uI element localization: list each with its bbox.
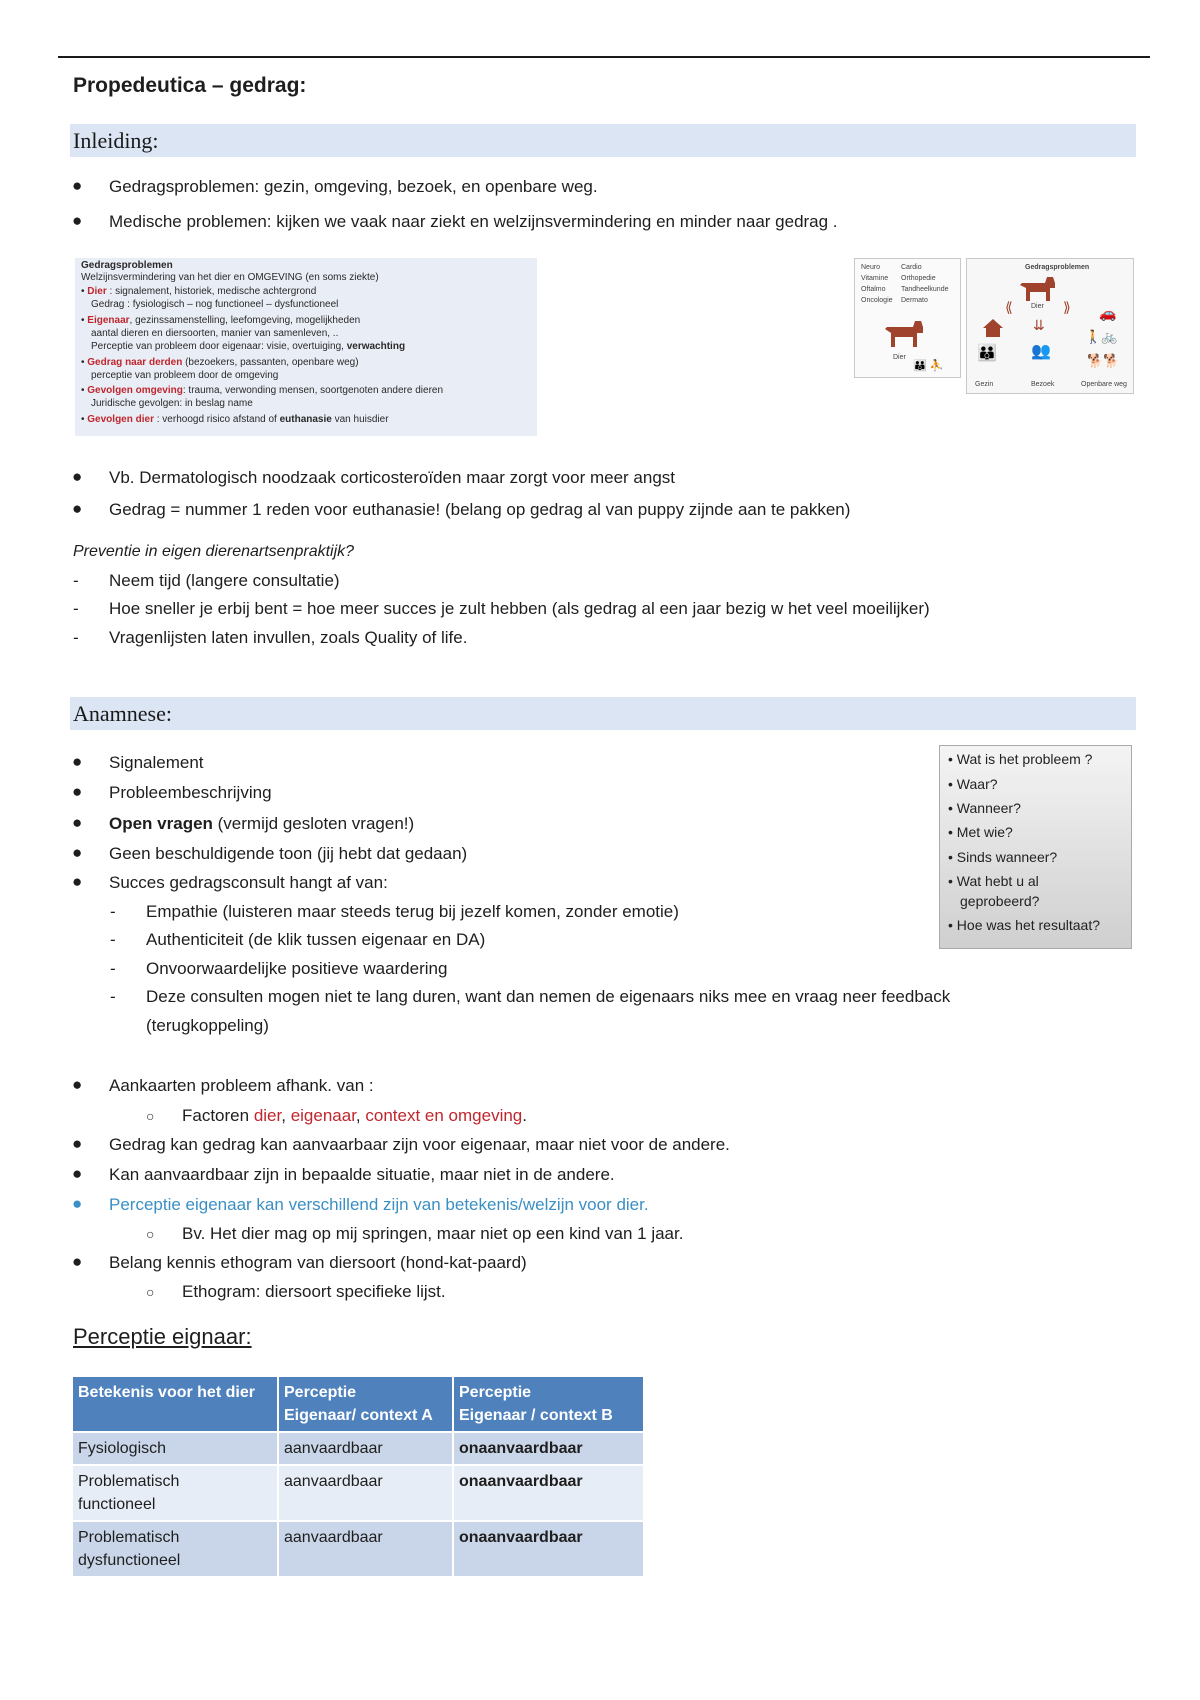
bullet-dot-icon: ● — [72, 843, 83, 862]
perceptie-heading: Perceptie eignaar: — [73, 1324, 252, 1349]
table-cell: Problematisch functioneel — [73, 1465, 278, 1521]
panel-label: Oftalmo — [861, 286, 886, 293]
slide-line: Perceptie van probleem door eigenaar: visie, overtuiging, verwachting — [91, 341, 406, 352]
list-item: Medische problemen: kijken we vaak naar ziekt en welzijnsvermindering en minder naar gedrag . — [109, 212, 838, 231]
hollow-bullet-icon: ○ — [146, 1108, 155, 1124]
preventie-heading: Preventie in eigen dierenartsenpraktijk? — [73, 543, 355, 560]
bullet-dot-icon: ● — [72, 1194, 83, 1213]
list-item: Deze consulten mogen niet te lang duren, want dan nemen de eigenaars niks mee en vraag neer feedback — [146, 987, 951, 1006]
list-item: Signalement — [109, 753, 204, 772]
slide-line: • Gedrag naar derden (bezoekers, passanten, openbare weg) — [81, 357, 359, 368]
panel-label: Neuro — [861, 264, 881, 271]
slide-line: Gedrag : fysiologisch – nog functioneel – dysfunctioneel — [91, 299, 339, 310]
people-icon: 👥 — [1031, 343, 1051, 360]
question-item: • Hoe was het resultaat? — [948, 917, 1100, 933]
house-icon — [981, 317, 1005, 339]
section-heading-anamnese — [70, 697, 1136, 730]
section-heading-inleiding — [70, 124, 1136, 157]
table-cell: onaanvaardbaar — [453, 1521, 644, 1576]
slide-line: perceptie van probleem door de omgeving — [91, 370, 279, 381]
list-item: Kan aanvaardbaar zijn in bepaalde situatie, maar niet in de andere. — [109, 1165, 615, 1184]
dog-walk-icon: 🐕🐕 — [1087, 353, 1120, 368]
table-cell: onaanvaardbaar — [453, 1465, 644, 1521]
list-item: Vragenlijsten laten invullen, zoals Quality of life. — [109, 628, 468, 647]
panel-label: Gezin — [975, 381, 994, 388]
list-item: Belang kennis ethogram van diersoort (hond-kat-paard) — [109, 1253, 527, 1272]
arrow-down-icon: ⇊ — [1033, 317, 1045, 333]
panel-label: Openbare weg — [1081, 381, 1127, 388]
list-item: Gedrag = nummer 1 reden voor euthanasie! (belang op gedrag al van puppy zijnde aan te pakken) — [109, 500, 851, 519]
list-item: Perceptie eigenaar kan verschillend zijn van betekenis/welzijn voor dier. — [109, 1195, 649, 1214]
bullet-dot-icon: ● — [72, 211, 83, 230]
question-item: • Waar? — [948, 776, 998, 792]
panel-label: Tandheelkunde — [901, 286, 949, 293]
list-item: Onvoorwaardelijke positieve waardering — [146, 959, 448, 978]
slide-line: • Dier : signalement, historiek, medische achtergrond — [81, 286, 317, 297]
table-cell: aanvaardbaar — [278, 1432, 453, 1465]
specialties-image — [854, 258, 961, 378]
question-item: • Met wie? — [948, 824, 1013, 840]
list-item: Ethogram: diersoort specifieke lijst. — [182, 1282, 446, 1301]
family-icon: 👪 ⛹ — [913, 360, 944, 372]
arrow-icon: ⟫ — [1063, 299, 1071, 315]
list-item: Probleembeschrijving — [109, 783, 272, 802]
list-item: Bv. Het dier mag op mij springen, maar niet op een kind van 1 jaar. — [182, 1224, 684, 1243]
question-item-continuation: geprobeerd? — [960, 893, 1040, 909]
question-item: • Wanneer? — [948, 800, 1021, 816]
bullet-dot-icon: ● — [72, 1252, 83, 1271]
question-item: • Sinds wanneer? — [948, 849, 1058, 865]
dash-marker: - — [73, 571, 79, 590]
hollow-bullet-icon: ○ — [146, 1284, 155, 1300]
page-title: Propedeutica – gedrag: — [73, 74, 307, 97]
table-cell: aanvaardbaar — [278, 1465, 453, 1521]
panel-label: Dier — [1031, 303, 1044, 310]
dash-marker: - — [110, 930, 116, 949]
section-heading-text: Anamnese: — [73, 701, 172, 726]
list-item: Gedrag kan gedrag kan aanvaarbaar zijn voor eigenaar, maar niet voor de andere. — [109, 1135, 730, 1154]
slide-subtitle: Welzijnsvermindering van het dier en OMGEVING (en soms ziekte) — [81, 272, 379, 283]
slide-title: Gedragsproblemen — [81, 260, 173, 271]
table-header-cell: Betekenis voor het dier — [73, 1377, 278, 1432]
table-row — [73, 1465, 644, 1521]
slide-line: • Eigenaar, gezinssamenstelling, leefomgeving, mogelijkheden — [81, 315, 361, 326]
dash-marker: - — [110, 902, 116, 921]
bullet-dot-icon: ● — [72, 1075, 83, 1094]
questions-box — [939, 745, 1132, 949]
slide-image-gedragsproblemen — [75, 258, 537, 436]
question-item: • Wat hebt u al — [948, 873, 1039, 889]
panel-label: Dermato — [901, 297, 928, 304]
bullet-dot-icon: ● — [72, 813, 83, 832]
slide-line: Juridische gevolgen: in beslag name — [91, 398, 253, 409]
pedestrian-icon: 🚶🚲 — [1085, 329, 1118, 344]
list-item: Hoe sneller je erbij bent = hoe meer succes je zult hebben (als gedrag al een jaar bezig w het veel moeilijker) — [109, 599, 930, 618]
bullet-dot-icon: ● — [72, 1164, 83, 1183]
slide-line: aantal dieren en diersoorten, manier van samenleven, .. — [91, 328, 339, 339]
dog-icon — [1019, 275, 1059, 305]
bullet-dot-icon: ● — [72, 872, 83, 891]
panel-label: Oncologie — [861, 297, 893, 304]
list-item: Factoren dier, eigenaar, context en omgeving. — [182, 1106, 527, 1125]
table-cell: Problematisch dysfunctioneel — [73, 1521, 278, 1576]
table-cell: Fysiologisch — [73, 1432, 278, 1465]
bullet-dot-icon: ● — [72, 752, 83, 771]
dash-marker: - — [110, 959, 116, 978]
car-icon: 🚗 — [1099, 305, 1117, 321]
panel-label: Bezoek — [1031, 381, 1055, 388]
dash-marker: - — [73, 599, 79, 618]
bullet-dot-icon: ● — [72, 1134, 83, 1153]
question-item: • Wat is het probleem ? — [948, 751, 1093, 767]
panel-label: Dier — [893, 354, 906, 361]
list-item: Neem tijd (langere consultatie) — [109, 571, 340, 590]
page-top-rule — [58, 56, 1150, 58]
panel-label: Cardio — [901, 264, 922, 271]
bullet-dot-icon: ● — [72, 782, 83, 801]
list-item: Succes gedragsconsult hangt af van: — [109, 873, 388, 892]
table-header-row — [73, 1377, 644, 1432]
table-cell: aanvaardbaar — [278, 1521, 453, 1576]
list-item: Authenticiteit (de klik tussen eigenaar en DA) — [146, 930, 486, 949]
table-row — [73, 1432, 644, 1465]
hollow-bullet-icon: ○ — [146, 1226, 155, 1242]
bullet-dot-icon: ● — [72, 467, 83, 486]
perceptie-table — [73, 1377, 645, 1576]
arrow-icon: ⟪ — [1005, 299, 1013, 315]
family-icon: 👪 — [977, 345, 997, 362]
panel-label: Vitamine — [861, 275, 889, 282]
dog-icon — [883, 317, 927, 353]
list-item: Aankaarten probleem afhank. van : — [109, 1076, 374, 1095]
table-header-cell: Perceptie Eigenaar / context B — [453, 1377, 644, 1432]
gedragsproblemen-diagram-image — [966, 258, 1134, 394]
slide-line: • Gevolgen dier : verhoogd risico afstand of euthanasie van huisdier — [81, 414, 389, 425]
bullet-dot-icon: ● — [72, 499, 83, 518]
list-item: Geen beschuldigende toon (jij hebt dat gedaan) — [109, 844, 468, 863]
section-heading-text: Inleiding: — [73, 128, 159, 153]
dash-marker: - — [110, 987, 116, 1006]
list-item-continuation: (terugkoppeling) — [146, 1016, 269, 1035]
dash-marker: - — [73, 628, 79, 647]
table-cell: onaanvaardbaar — [453, 1432, 644, 1465]
bullet-dot-icon: ● — [72, 176, 83, 195]
list-item: Gedragsproblemen: gezin, omgeving, bezoek, en openbare weg. — [109, 177, 598, 196]
panel-title: Gedragsproblemen — [1025, 264, 1090, 271]
slide-line: • Gevolgen omgeving: trauma, verwonding mensen, soortgenoten andere dieren — [81, 385, 444, 396]
table-header-cell: Perceptie Eigenaar/ context A — [278, 1377, 453, 1432]
list-item: Open vragen (vermijd gesloten vragen!) — [109, 814, 415, 833]
list-item: Empathie (luisteren maar steeds terug bij jezelf komen, zonder emotie) — [146, 902, 679, 921]
list-item: Vb. Dermatologisch noodzaak corticosteroïden maar zorgt voor meer angst — [109, 468, 675, 487]
panel-label: Orthopedie — [901, 275, 936, 282]
table-row — [73, 1521, 644, 1576]
